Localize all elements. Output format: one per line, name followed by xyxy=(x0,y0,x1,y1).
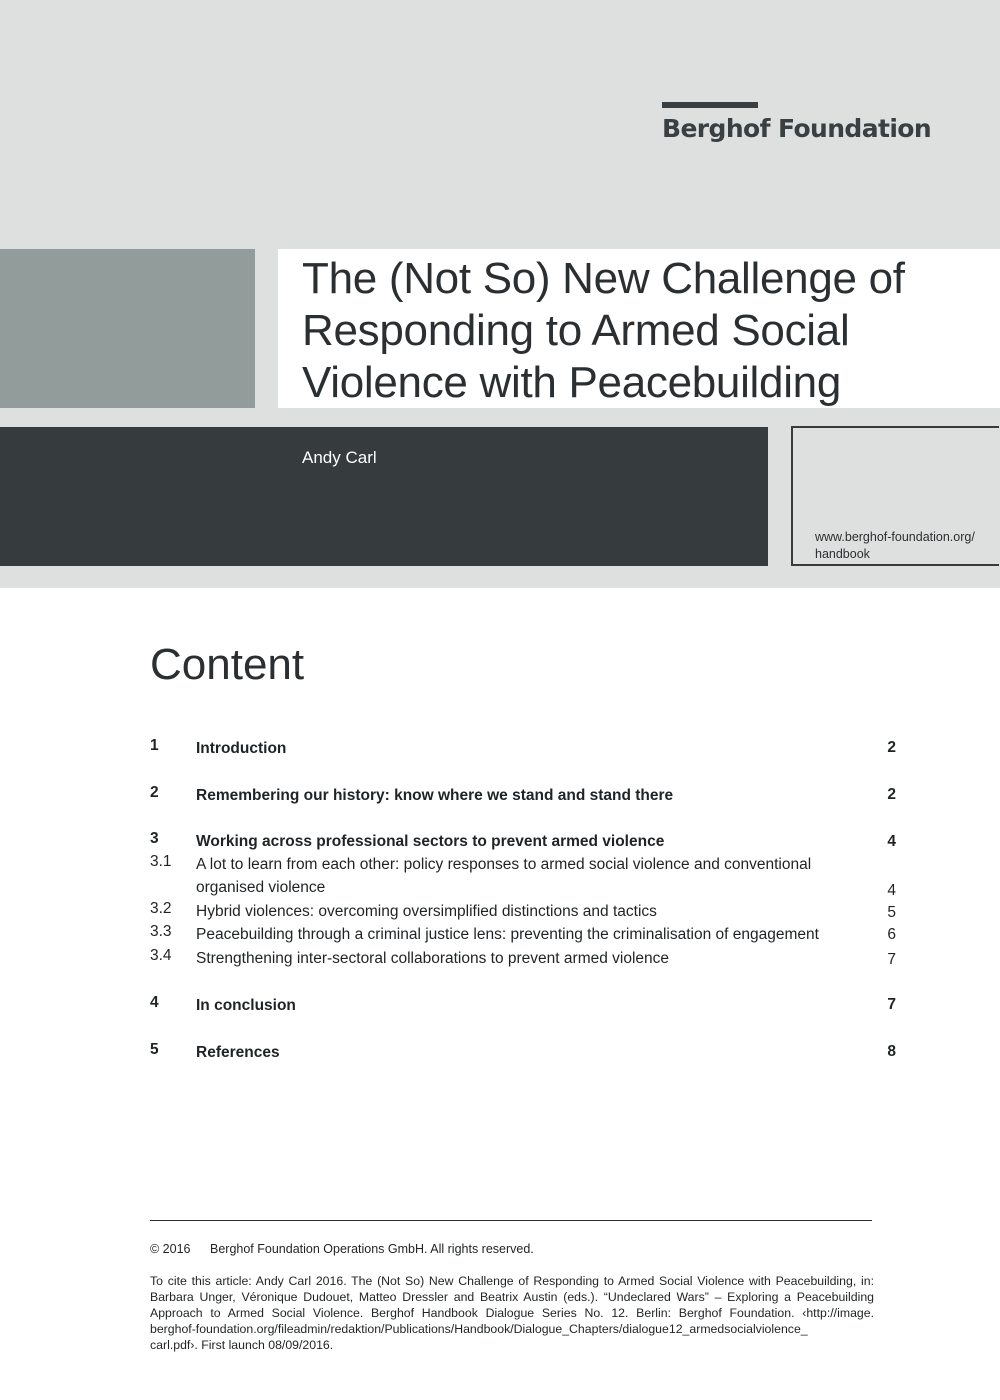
toc-label: Remembering our history: know where we stand and stand there xyxy=(196,787,674,804)
toc-label xyxy=(196,853,856,899)
toc-label: Hybrid violences: overcoming oversimplified distinctions and tactics xyxy=(196,903,657,920)
toc-page: 7 xyxy=(887,996,896,1013)
berghof-logo xyxy=(662,102,932,143)
citation-block xyxy=(150,1273,874,1353)
title-line: Responding to Armed Social xyxy=(302,306,850,355)
toc-page: 6 xyxy=(887,926,896,943)
handbook-url[interactable] xyxy=(815,529,975,563)
toc-number: 4 xyxy=(150,994,159,1011)
citation-line: To cite this article: Andy Carl 2016. The (Not So) New Challenge of Responding to Armed Social Violence with Peacebuilding, in: xyxy=(150,1274,874,1288)
decorative-grey-block xyxy=(0,249,255,408)
toc-number: 1 xyxy=(150,737,159,754)
toc-page: 7 xyxy=(887,951,896,968)
toc-number: 3.2 xyxy=(150,900,172,917)
toc-page: 8 xyxy=(887,1043,896,1060)
citation-line: carl.pdf›. First launch 08/09/2016. xyxy=(150,1338,334,1352)
url-line: handbook xyxy=(815,547,870,561)
copyright-notice xyxy=(150,1242,534,1256)
toc-number: 3.3 xyxy=(150,923,172,940)
toc-page: 4 xyxy=(887,833,896,850)
content-heading: Content xyxy=(150,640,305,689)
title-line: Violence with Peacebuilding xyxy=(302,358,842,407)
toc-label: Peacebuilding through a criminal justice lens: preventing the criminalisation of engagement xyxy=(196,926,819,943)
toc-number: 3 xyxy=(150,830,159,847)
logo-bar xyxy=(662,102,758,108)
toc-number: 5 xyxy=(150,1041,159,1058)
copyright-text: Berghof Foundation Operations GmbH. All rights reserved. xyxy=(210,1242,534,1256)
toc-page: 2 xyxy=(887,739,896,756)
toc-page: 4 xyxy=(887,882,896,899)
toc-label: Introduction xyxy=(196,740,287,757)
toc-number: 3.1 xyxy=(150,853,172,870)
toc-number: 2 xyxy=(150,784,159,801)
citation-line: berghof-foundation.org/fileadmin/redaktion/Publications/Handbook/Dialogue_Chapters/dialogue12_armedsocialviolence_ xyxy=(150,1322,808,1336)
author-name: Andy Carl xyxy=(302,448,377,467)
toc-label-line: organised violence xyxy=(196,879,326,896)
toc-number: 3.4 xyxy=(150,947,172,964)
citation-line: Barbara Unger, Véronique Dudouet, Matteo Dressler and Beatrix Austin (eds.). “Undeclared Wars” – Exploring a Peacebuilding xyxy=(150,1290,874,1304)
toc-page: 2 xyxy=(887,786,896,803)
toc-page: 5 xyxy=(887,904,896,921)
logo-text: Berghof Foundation xyxy=(662,114,932,143)
url-line: www.berghof-foundation.org/ xyxy=(815,530,975,544)
toc-label: Working across professional sectors to prevent armed violence xyxy=(196,833,665,850)
author-band xyxy=(0,427,768,566)
url-box xyxy=(791,426,999,566)
title-line: The (Not So) New Challenge of xyxy=(302,254,905,303)
toc-label-line: A lot to learn from each other: policy responses to armed social violence and conventional xyxy=(196,856,812,873)
copyright-year: © 2016 xyxy=(150,1242,191,1256)
toc-label: References xyxy=(196,1044,280,1061)
document-title xyxy=(302,253,905,409)
title-box xyxy=(278,249,1000,408)
footer-divider xyxy=(150,1220,872,1221)
toc-label: In conclusion xyxy=(196,997,296,1014)
citation-line: Approach to Armed Social Violence. Berghof Handbook Dialogue Series No. 12. Berlin: Berghof Foundation. ‹http://image. xyxy=(150,1306,874,1320)
toc-label: Strengthening inter-sectoral collaborations to prevent armed violence xyxy=(196,950,670,967)
